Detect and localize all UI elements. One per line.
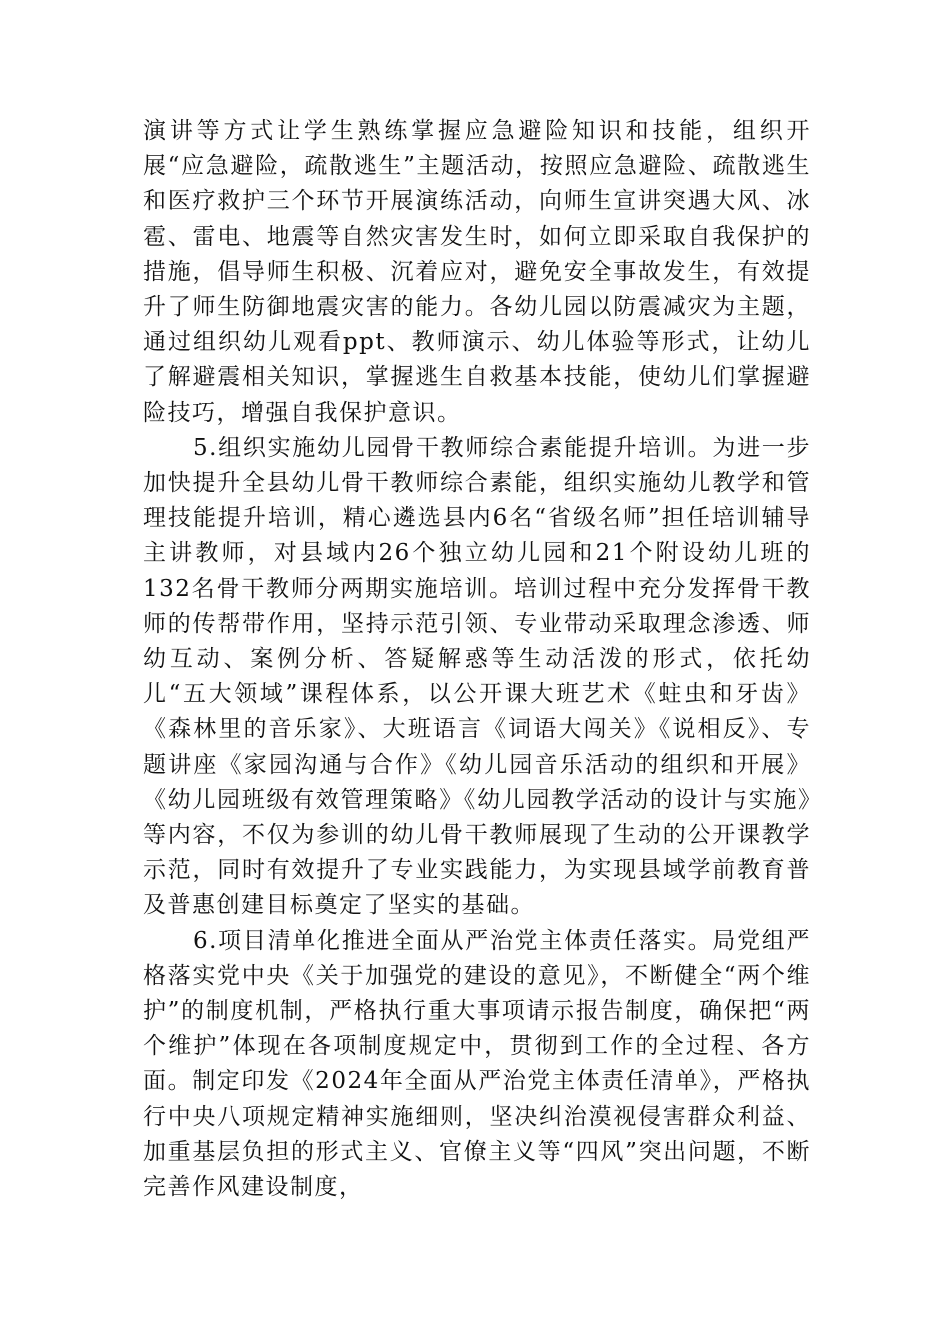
paragraph-emergency-drills: 演讲等方式让学生熟练掌握应急避险知识和技能，组织开展“应急避险，疏散逃生”主题活动，按照应急避险、疏散逃生和医疗救护三个环节开展演练活动，向师生宣讲突遇大风、冰雹、雷电、地震等自然灾害发生时，如何立即采取自我保护的措施，倡导师生积极、沉着应对，避免安全事故发生，有效提升了师生防御地震灾害的能力。各幼儿园以防震减灾为主题，通过组织幼儿观看ppt、教师演示、幼儿体验等形式，让幼儿了解避震相关知识，掌握逃生自救基本技能，使幼儿们掌握避险技巧，增强自我保护意识。 <box>143 118 811 426</box>
paragraph-teacher-training: 5.组织实施幼儿园骨干教师综合素能提升培训。为进一步加快提升全县幼儿骨干教师综合素能，组织实施幼儿教学和管理技能提升培训，精心遴选县内6名“省级名师”担任培训辅导主讲教师，对县域内26个独立幼儿园和21个附设幼儿班的132名骨干教师分两期实施培训。培训过程中充分发挥骨干教师的传帮带作用，坚持示范引领、专业带动采取理念渗透、师幼互动、案例分析、答疑解惑等生动活泼的形式，依托幼儿“五大领域”课程体系，以公开课大班艺术《蛀虫和牙齿》《森林里的音乐家》、大班语言《词语大闯关》《说相反》、专题讲座《家园沟通与合作》《幼儿园音乐活动的组织和开展》《幼儿园班级有效管理策略》《幼儿园教学活动的设计与实施》等内容，不仅为参训的幼儿骨干教师展现了生动的公开课教学示范，同时有效提升了专业实践能力，为实现县域学前教育普及普惠创建目标奠定了坚实的基础。 <box>143 434 811 919</box>
document-body <box>143 114 811 1205</box>
paragraph-party-responsibility: 6.项目清单化推进全面从严治党主体责任落实。局党组严格落实党中央《关于加强党的建设的意见》，不断健全“两个维护”的制度机制，严格执行重大事项请示报告制度，确保把“两个维护”体现在各项制度规定中，贯彻到工作的全过程、各方面。制定印发《2024年全面从严治党主体责任清单》，严格执行中央八项规定精神实施细则，坚决纠治漠视侵害群众利益、加重基层负担的形式主义、官僚主义等“四风”突出问题，不断完善作风建设制度， <box>143 927 811 1201</box>
